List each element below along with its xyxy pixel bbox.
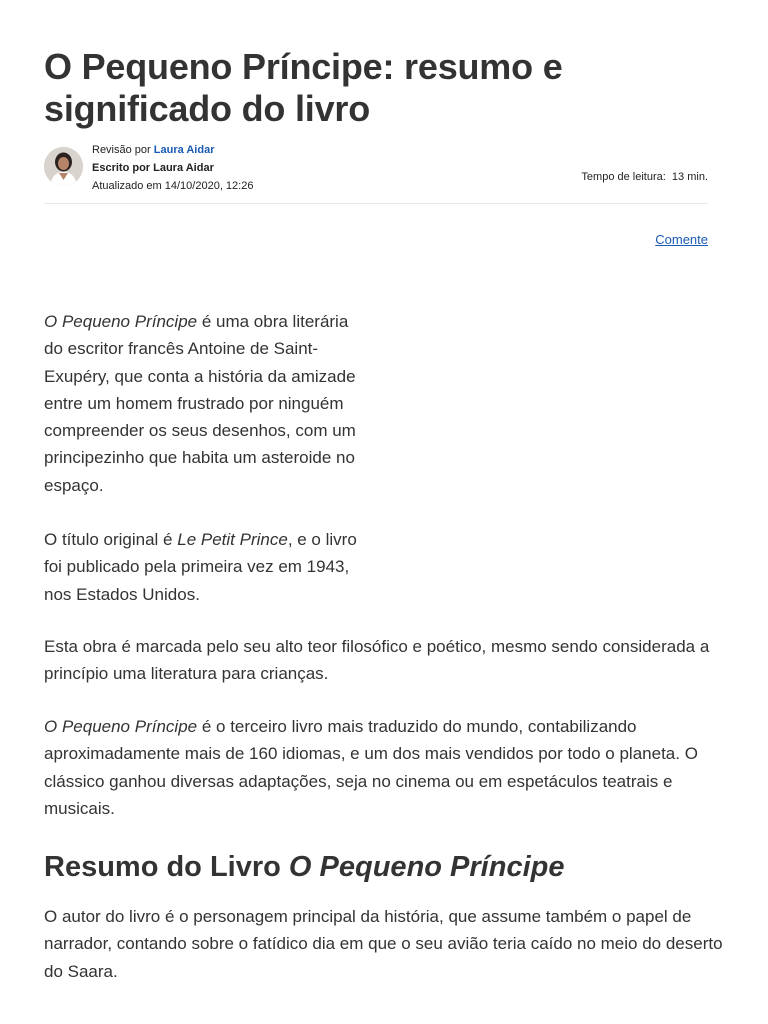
paragraph-2 (44, 526, 366, 608)
paragraph-1-text: é uma obra literária do escritor francês Antoine de Saint-Exupéry, que conta a história da amizade entre um homem frustrado por ninguém compreender os seus desenhos, com um principezinho que habita um asteroide no espaço. (44, 312, 356, 495)
section-heading-italic: O Pequeno Príncipe (288, 851, 565, 883)
paragraph-4-text: é o terceiro livro mais traduzido do mundo, contabilizando aproximadamente mais de 160 idiomas, e um dos mais vendidos por todo o planeta. O clássico ganhou diversas adaptações, seja no cinema ou em espetáculos teatrais e musicais. (44, 717, 698, 818)
paragraph-2-start: O título original é (44, 530, 178, 549)
book-title-italic: O Pequeno Príncipe (44, 312, 198, 331)
comment-link[interactable]: Comente (655, 232, 708, 247)
paragraph-5: O autor do livro é o personagem principal da história, que assume também o papel de narrador, contando sobre o fatídico dia em que o seu avião teria caído no meio do deserto do Saara. (44, 907, 723, 981)
review-line (92, 141, 253, 159)
updated-date: Atualizado em 14/10/2020, 12:26 (92, 180, 254, 192)
reviewer-link[interactable]: Laura Aidar (153, 144, 215, 156)
author-meta (92, 141, 253, 195)
paragraph-4 (44, 713, 724, 822)
paragraph-1 (44, 308, 366, 499)
review-prefix: Revisão por (92, 144, 151, 156)
section-heading-start: Resumo do Livro (44, 851, 289, 883)
paragraph-3: Esta obra é marcada pelo seu alto teor filosófico e poético, mesmo sendo considerada a princípio uma literatura para crianças. (44, 637, 710, 684)
author-box (44, 141, 708, 204)
author-photo-icon (44, 147, 83, 186)
written-by: Escrito por Laura Aidar (92, 162, 214, 174)
book-title-italic: O Pequeno Príncipe (44, 717, 198, 736)
author-avatar[interactable] (44, 147, 83, 186)
page-title: O Pequeno Príncipe: resumo e significado do livro (44, 46, 563, 129)
original-title-italic: Le Petit Prince (177, 530, 288, 549)
reading-time: Tempo de leitura: 13 min. (581, 171, 708, 183)
section-heading (44, 848, 724, 886)
paragraph-2-text: , e o livro foi publicado pela primeira vez em 1943, nos Estados Unidos. (44, 530, 357, 604)
